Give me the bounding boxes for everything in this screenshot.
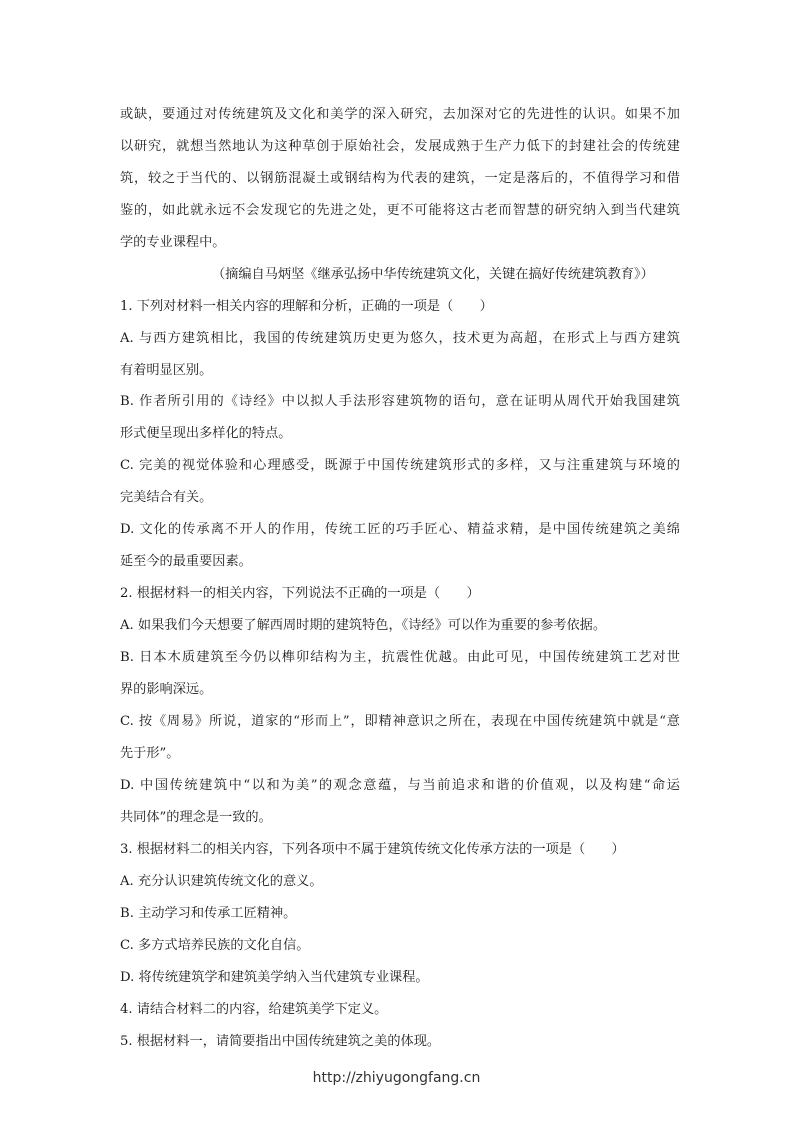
question-1-option-d: D. 文化的传承离不开人的作用，传统工匠的巧手匠心、精益求精，是中国传统建筑之美绵: [120, 522, 680, 537]
question-1-stem: 1. 下列对材料一相关内容的理解和分析，正确的一项是（ ）: [120, 299, 493, 314]
passage-line: 以研究，就想当然地认为这种草创于原始社会，发展成熟于生产力低下的封建社会的传统建: [120, 139, 680, 154]
question-3-option-d: D. 将传统建筑学和建筑美学纳入当代建筑专业课程。: [120, 970, 429, 985]
question-2-option-d-cont: 共同体”的理念是一致的。: [120, 810, 272, 825]
passage-line: 学的专业课程中。: [120, 235, 226, 250]
passage-line: 或缺，要通过对传统建筑及文化和美学的深入研究，去加深对它的先进性的认识。如果不加: [120, 107, 680, 122]
footer-url: http://zhiyugongfang.cn: [312, 1070, 481, 1086]
question-1-option-b-cont: 形式便呈现出多样化的特点。: [120, 426, 292, 441]
question-1-option-c-cont: 完美结合有关。: [120, 490, 213, 505]
question-3-option-b: B. 主动学习和传承工匠精神。: [120, 906, 297, 921]
question-2-option-b: B. 日本木质建筑至今仍以榫卯结构为主，抗震性优越。由此可见，中国传统建筑工艺对世: [120, 650, 680, 665]
passage-line: 鉴的，如此就永远不会发现它的先进之处，更不可能将这古老而智慧的研究纳入到当代建筑: [120, 203, 680, 218]
passage-line: 筑，较之于当代的、以钢筋混凝土或钢结构为代表的建筑，一定是落后的，不值得学习和借: [120, 171, 680, 186]
question-1-option-a-cont: 有着明显区别。: [120, 363, 213, 378]
question-1-option-a: A. 与西方建筑相比，我国的传统建筑历史更为悠久，技术更为高超，在形式上与西方建筑: [120, 331, 680, 346]
question-2-option-b-cont: 界的影响深远。: [120, 682, 213, 697]
question-3-stem: 3. 根据材料二的相关内容，下列各项中不属于建筑传统文化传承方法的一项是（ ）: [120, 842, 625, 857]
question-1-option-d-cont: 延至今的最重要因素。: [120, 554, 252, 569]
passage-source: （摘编自马炳坚《继承弘扬中华传统建筑文化，关键在搞好传统建筑教育》）: [212, 267, 654, 282]
question-3-option-c: C. 多方式培养民族的文化自信。: [120, 938, 310, 953]
question-1-option-c: C. 完美的视觉体验和心理感受，既源于中国传统建筑形式的多样，又与注重建筑与环境的: [120, 458, 680, 473]
question-1-option-b: B. 作者所引用的《诗经》中以拟人手法形容建筑物的语句，意在证明从周代开始我国建筑: [120, 394, 680, 409]
question-3-option-a: A. 充分认识建筑传统文化的意义。: [120, 874, 323, 889]
question-2-option-a: A. 如果我们今天想要了解西周时期的建筑特色，《诗经》可以作为重要的参考依据。: [120, 618, 607, 633]
question-4-stem: 4. 请结合材料二的内容，给建筑美学下定义。: [120, 1002, 388, 1017]
question-2-option-c: C. 按《周易》所说，道家的“形而上”，即精神意识之所在，表现在中国传统建筑中就是“意: [120, 714, 680, 729]
question-5-stem: 5. 根据材料一，请简要指出中国传统建筑之美的体现。: [120, 1034, 441, 1049]
question-2-stem: 2. 根据材料一的相关内容，下列说法不正确的一项是（ ）: [120, 586, 480, 601]
question-2-option-d: D. 中国传统建筑中“以和为美”的观念意蕴，与当前追求和谐的价值观，以及构建“命运: [120, 778, 680, 793]
question-2-option-c-cont: 先于形”。: [120, 746, 180, 761]
